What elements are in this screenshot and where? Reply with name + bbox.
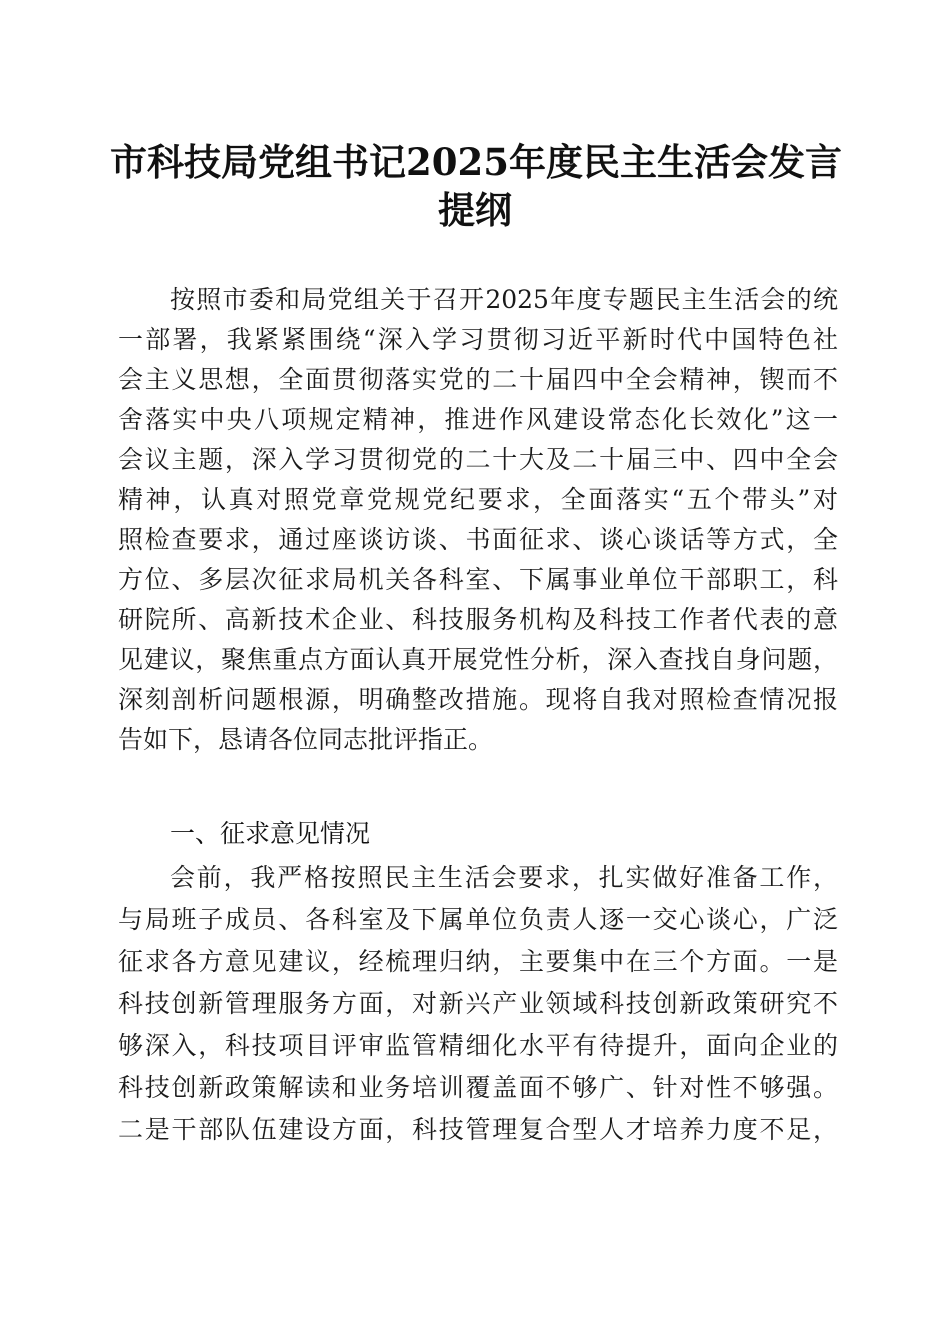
intro-line-4: 舍落实中央八项规定精神，推进作风建设常态化长效化”这一 <box>118 405 838 434</box>
intro-line-2: 一部署，我紧紧围绕“深入学习贯彻习近平新时代中国特色社 <box>118 325 838 354</box>
intro-line-6: 精神，认真对照党章党规党纪要求，全面落实“五个带头”对 <box>118 485 838 514</box>
section-line-2: 与局班子成员、各科室及下属单位负责人逐一交心谈心，广泛 <box>118 905 838 934</box>
section-line-5: 够深入，科技项目评审监管精细化水平有待提升，面向企业的 <box>118 1031 838 1060</box>
intro-line-10: 见建议，聚焦重点方面认真开展党性分析，深入查找自身问题， <box>118 645 838 674</box>
intro-line-3: 会主义思想，全面贯彻落实党的二十届四中全会精神，锲而不 <box>118 365 838 394</box>
intro-line-7: 照检查要求，通过座谈访谈、书面征求、谈心谈话等方式，全 <box>118 525 838 554</box>
intro-line-12: 告如下，恳请各位同志批评指正。 <box>118 725 494 754</box>
section-line-3: 征求各方意见建议，经梳理归纳，主要集中在三个方面。一是 <box>118 947 838 976</box>
document-title-line-2: 提纲 <box>438 188 512 232</box>
section-heading: 一、征求意见情况 <box>170 819 371 848</box>
section-line-7: 二是干部队伍建设方面，科技管理复合型人才培养力度不足， <box>118 1115 838 1144</box>
intro-line-9: 研院所、高新技术企业、科技服务机构及科技工作者代表的意 <box>118 605 838 634</box>
section-line-6: 科技创新政策解读和业务培训覆盖面不够广、针对性不够强。 <box>118 1073 838 1102</box>
intro-line-1: 按照市委和局党组关于召开2025年度专题民主生活会的统 <box>170 285 838 314</box>
intro-line-5: 会议主题，深入学习贯彻党的二十大及二十届三中、四中全会 <box>118 445 838 474</box>
intro-line-11: 深刻剖析问题根源，明确整改措施。现将自我对照检查情况报 <box>118 685 838 714</box>
intro-line-8: 方位、多层次征求局机关各科室、下属事业单位干部职工，科 <box>118 565 838 594</box>
document-title-line-1: 市科技局党组书记2025年度民主生活会发言 <box>110 140 842 184</box>
section-line-1: 会前，我严格按照民主生活会要求，扎实做好准备工作， <box>170 863 838 892</box>
section-line-4: 科技创新管理服务方面，对新兴产业领域科技创新政策研究不 <box>118 989 838 1018</box>
